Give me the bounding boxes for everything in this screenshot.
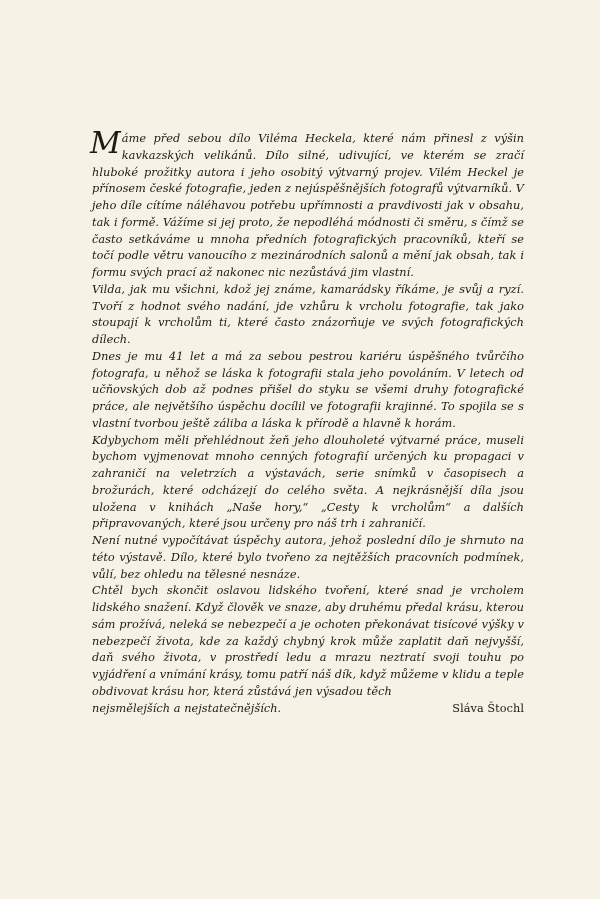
article-text <box>90 126 525 717</box>
paragraph-1-text: áme před sebou dílo Viléma Heckela, které nám přinesl z výšin kavkazských velikánů. Dílo silné, udivující, ve kterém se zračí hluboké prožitky autora i jeho osobitý výtvarný projev. Vilém Heckel je přínosem české fotografie, jeden z nejúspěšnějších fotografů výtvarníků. V jeho díle cítíme náléhavou potřebu upřímnosti a pravdivosti jak v obsahu, tak i formě. Vážíme si jej proto, že nepodléhá módnosti či směru, s čímž se často setkáváme u mnoha předních fotografických pracovníků, kteří se točí podle větru vanoucího z mezinárodních salonů a mění jak obsah, tak i formu svých prací až nakonec nic nezůstává jim vlastní. <box>92 132 524 279</box>
paragraph-4: Kdybychom měli přehlédnout žeň jeho dlouholeté výtvarné práce, museli bychom vyjmenovat mnoho cenných fotografií určených ku propagaci v zahraničí na veletrzích a výstavách, serie snímků v časopisech a brožurách, které odcházejí do celého světa. A nejkrásnější díla jsou uložena v knihách „Naše hory,“ „Cesty k vrcholům“ a dalších připravovaných, které jsou určeny pro náš trh i zahraničí. <box>92 433 524 531</box>
closing-text: nejsmělejších a nejstatečnějších. <box>92 701 282 715</box>
paragraph-6 <box>92 583 524 700</box>
closing-line <box>92 701 524 718</box>
paragraph-2: Vilda, jak mu všichni, kdož jej známe, kamarádsky říkáme, je svůj a ryzí. Tvoří z hodnot svého nadání, jde vzhůru k vrcholu fotografie, tak jako stoupají k vrcholům ti, které často znázorňuje ve svých fotografických dílech. <box>92 282 524 346</box>
paragraph-5: Není nutné vypočítávat úspěchy autora, jehož poslední dílo je shrnuto na této výstavě. Dílo, které bylo tvořeno za nejtěžších pracovních podmínek, vůlí, bez ohledu na tělesné nesnáze. <box>92 534 524 581</box>
drop-cap: M <box>90 126 121 161</box>
paragraph-6-text: Chtěl bych skončit oslavou lidského tvoření, které snad je vrcholem lidského snažení. Když člověk ve snaze, aby druhému předal krásu, kterou sám prožívá, neleká se nebezpečí a je ochoten překonávat tisícové výšky v nebezpečí života, kde za každý chybný krok může zaplatit daň nejvyšší, daň svého života, v prostředí ledu a mrazu neztratí svoji touhu po vyjádření a vnímání krásy, tomu patří náš dík, když můžeme v klidu a teple obdivovat krásu hor, která zůstává jen výsadou těch <box>92 584 525 698</box>
author-signature: Sláva Štochl <box>452 701 524 715</box>
paragraph-1 <box>90 126 524 282</box>
paragraph-3: Dnes je mu 41 let a má za sebou pestrou kariéru úspěšného tvůrčího fotografa, u něhož se láska k fotografii stala jeho povoláním. V letech od učňovských dob až podnes přišel do styku se všemi druhy fotografické práce, ale největšího úspěchu docílil ve fotografii krajinné. To spojila se s vlastní tvorbou ještě záliba a láska k přírodě a hlavně k horám. <box>92 349 524 430</box>
